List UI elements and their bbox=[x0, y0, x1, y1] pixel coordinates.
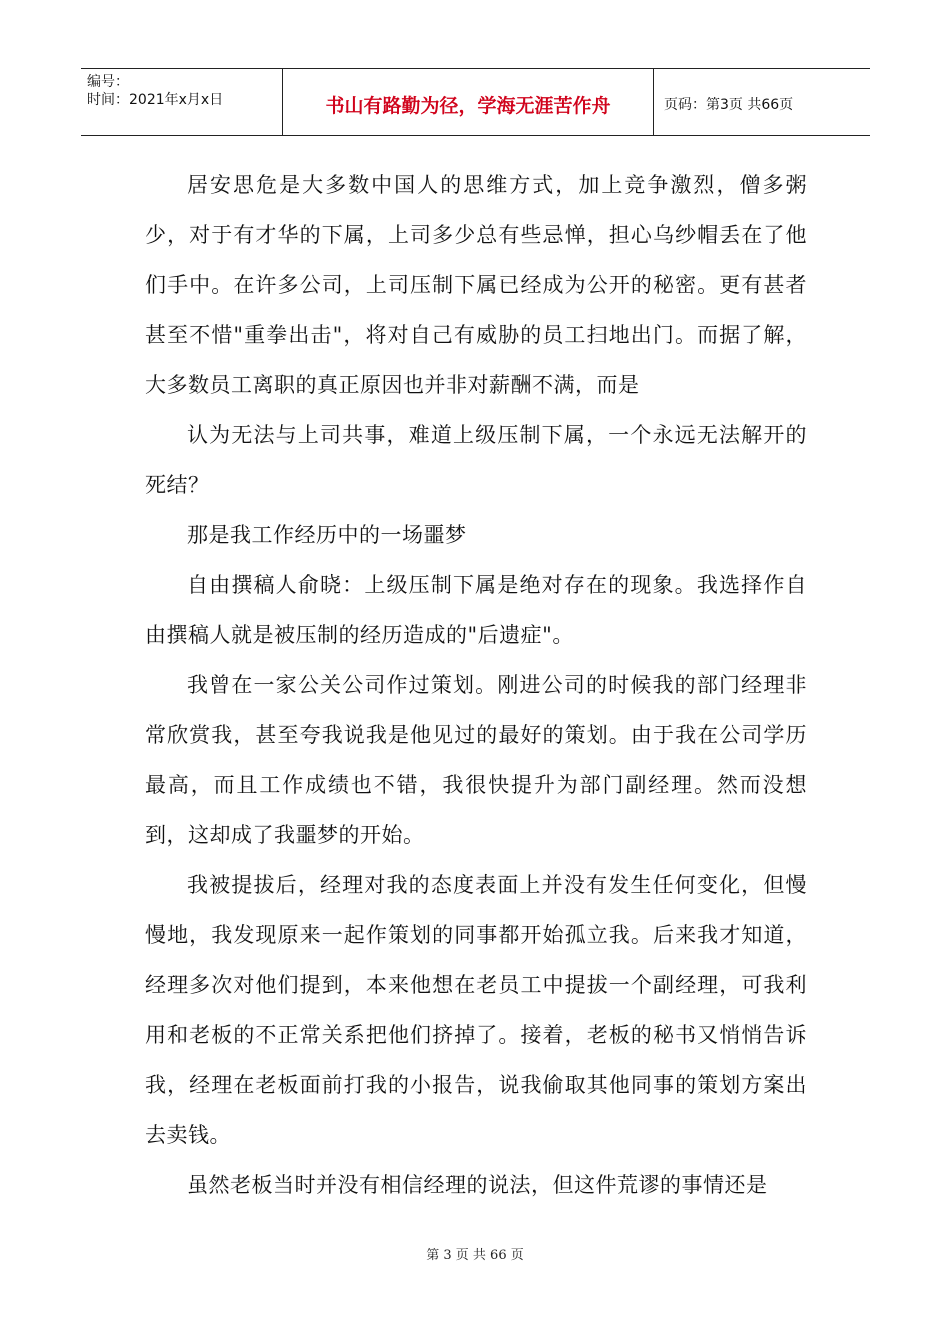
paragraph: 认为无法与上司共事，难道上级压制下属，一个永远无法解开的死结？ bbox=[145, 423, 807, 497]
paragraph: 我曾在一家公关公司作过策划。刚进公司的时候我的部门经理非常欣赏我，甚至夸我说我是他见过的最好的策划。由于我在公司学历最高，而且工作成绩也不错，我很快提升为部门副经理。然而没想到，这却成了我噩梦的开始。 bbox=[145, 673, 807, 847]
header-page-label: 页码：第3页 共66页 bbox=[664, 97, 794, 113]
paragraph: 自由撰稿人俞晓：上级压制下属是绝对存在的现象。我选择作自由撰稿人就是被压制的经历造成的"后遗症"。 bbox=[145, 573, 807, 647]
page-footer: 第 3 页 共 66 页 bbox=[426, 1248, 524, 1263]
paragraph: 居安思危是大多数中国人的思维方式，加上竞争激烈，僧多粥少，对于有才华的下属，上司多少总有些忌惮，担心乌纱帽丢在了他们手中。在许多公司，上司压制下属已经成为公开的秘密。更有甚者甚至不惜"重拳出击"，将对自己有威胁的员工扫地出门。而据了解，大多数员工离职的真正原因也并非对薪酬不满，而是 bbox=[145, 173, 807, 397]
header-motto: 书山有路勤为径，学海无涯苦作舟 bbox=[283, 69, 654, 135]
header-meta-cell bbox=[81, 69, 283, 135]
document-date-label: 时间：2021年x月x日 bbox=[87, 92, 224, 108]
document-number-label: 编号： bbox=[87, 74, 129, 90]
paragraph: 虽然老板当时并没有相信经理的说法，但这件荒谬的事情还是 bbox=[187, 1173, 768, 1197]
paragraph: 我被提拔后，经理对我的态度表面上并没有发生任何变化，但慢慢地，我发现原来一起作策划的同事都开始孤立我。后来我才知道，经理多次对他们提到，本来他想在老员工中提拔一个副经理，可我利用和老板的不正常关系把他们挤掉了。接着，老板的秘书又悄悄告诉我，经理在老板面前打我的小报告，说我偷取其他同事的策划方案出去卖钱。 bbox=[145, 873, 807, 1147]
document-body bbox=[145, 160, 807, 1210]
page-header bbox=[81, 68, 870, 136]
paragraph: 那是我工作经历中的一场噩梦 bbox=[187, 523, 467, 547]
